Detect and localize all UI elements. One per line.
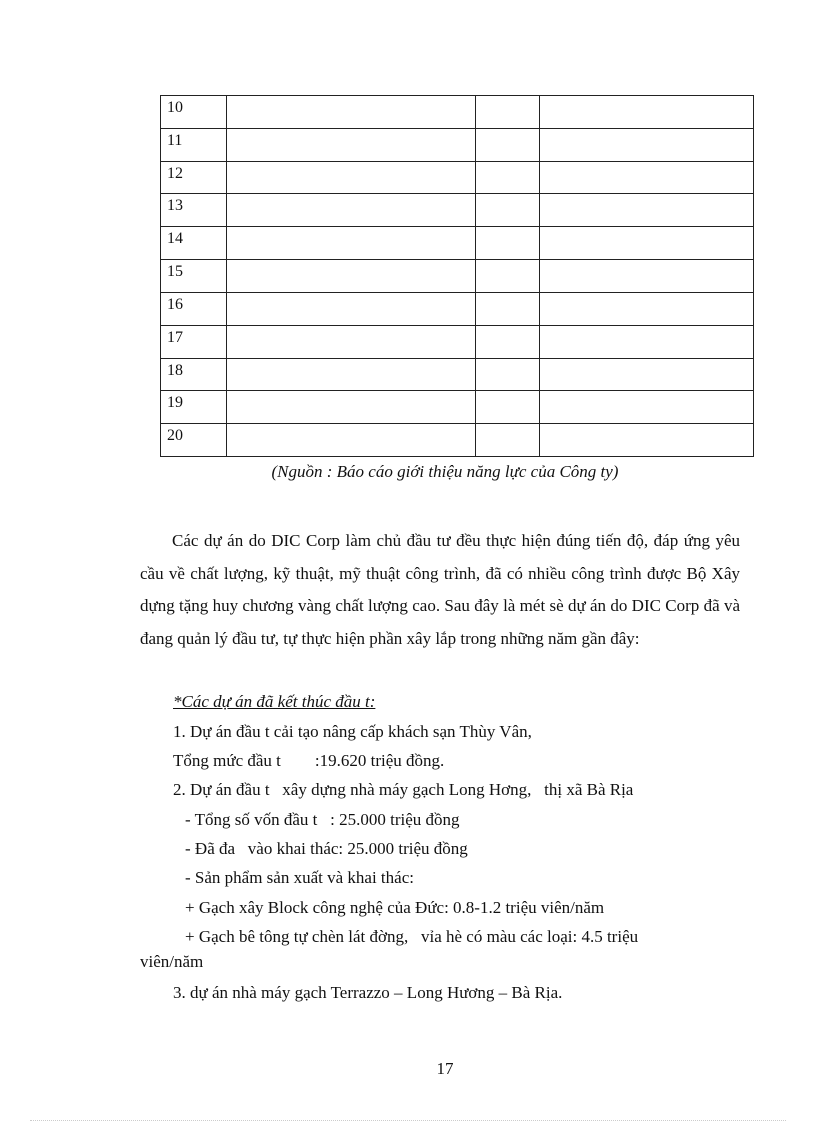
table-cell (227, 260, 476, 293)
table-cell (540, 227, 754, 260)
table-cell (476, 128, 540, 161)
list-item-3: 3. dự án nhà máy gạch Terrazzo – Long Hương – Bà Rịa. (173, 983, 563, 1002)
table-cell (540, 424, 754, 457)
table-row (161, 292, 754, 325)
table-row (161, 128, 754, 161)
table-cell (227, 325, 476, 358)
table-cell (476, 260, 540, 293)
row-number-cell: 15 (161, 260, 227, 293)
table-cell (227, 96, 476, 129)
table-row (161, 227, 754, 260)
table-cell (540, 96, 754, 129)
table-cell (227, 227, 476, 260)
list-item-2-block: + Gạch xây Block công nghệ của Đức: 0.8-1.2 triệu viên/năm (185, 898, 605, 917)
list-item-2-concrete-cont: viên/năm (140, 952, 204, 971)
table-cell (540, 260, 754, 293)
list-item-1: 1. Dự án đầu t cải tạo nâng cấp khách sạn Thùy Vân, (173, 722, 532, 741)
table-cell (540, 194, 754, 227)
table-cell (476, 325, 540, 358)
table-cell (476, 161, 540, 194)
table-cell (476, 391, 540, 424)
footer-divider (30, 1120, 786, 1121)
table-cell (476, 227, 540, 260)
table-cell (540, 161, 754, 194)
row-number-cell: 11 (161, 128, 227, 161)
list-item-2-concrete: + Gạch bê tông tự chèn lát đờng, vỉa hè có màu các loại: 4.5 triệu (185, 927, 639, 946)
table-cell (476, 292, 540, 325)
table-cell (227, 292, 476, 325)
page-number: 17 (436, 1059, 454, 1078)
table-row (161, 161, 754, 194)
table-row (161, 391, 754, 424)
table-cell (227, 161, 476, 194)
row-number-cell: 18 (161, 358, 227, 391)
row-number-cell: 10 (161, 96, 227, 129)
table-cell (540, 325, 754, 358)
table-cell (540, 292, 754, 325)
table-row (161, 260, 754, 293)
table-cell (227, 424, 476, 457)
list-item-2: 2. Dự án đầu t xây dựng nhà máy gạch Long Hơng, thị xã Bà Rịa (173, 780, 634, 799)
table-body (161, 96, 754, 457)
list-item-2-capital: - Tổng số vốn đầu t : 25.000 triệu đồng (185, 810, 460, 829)
table-row (161, 96, 754, 129)
row-number-cell: 16 (161, 292, 227, 325)
row-number-cell: 14 (161, 227, 227, 260)
table-cell (476, 358, 540, 391)
source-note: (Nguồn : Báo cáo giới thiệu năng lực của Công ty) (271, 462, 619, 481)
list-item-2-products: - Sản phẩm sản xuất và khai thác: (185, 868, 414, 887)
table-row (161, 194, 754, 227)
row-number-cell: 12 (161, 161, 227, 194)
data-table (160, 95, 754, 457)
table-row (161, 358, 754, 391)
row-number-cell: 19 (161, 391, 227, 424)
list-heading: *Các dự án đã kết thúc đầu t: (173, 692, 376, 711)
row-number-cell: 20 (161, 424, 227, 457)
table-row (161, 424, 754, 457)
table-cell (540, 128, 754, 161)
table-cell (540, 391, 754, 424)
list-item-2-operation: - Đã đa vào khai thác: 25.000 triệu đồng (185, 839, 468, 858)
table-cell (227, 128, 476, 161)
table-row (161, 325, 754, 358)
row-number-cell: 17 (161, 325, 227, 358)
table-cell (227, 391, 476, 424)
table-cell (540, 358, 754, 391)
body-paragraph: Các dự án do DIC Corp làm chủ đầu tư đều thực hiện đúng tiến độ, đáp ứng yêu cầu về chất lượng, kỹ thuật, mỹ thuật công trình, đã có nhiều công trình được Bộ Xây dựng tặng huy chương vàng chất lượng cao. Sau đây là mét sè dự án do DIC Corp đã và đang quản lý đầu tư, tự thực hiện phần xây lắp trong những năm gần đây: (140, 531, 740, 648)
table-cell (476, 194, 540, 227)
table-cell (227, 194, 476, 227)
table-cell (476, 96, 540, 129)
list-item-1-total: Tổng mức đầu t :19.620 triệu đồng. (173, 751, 445, 770)
table-cell (227, 358, 476, 391)
row-number-cell: 13 (161, 194, 227, 227)
table-cell (476, 424, 540, 457)
